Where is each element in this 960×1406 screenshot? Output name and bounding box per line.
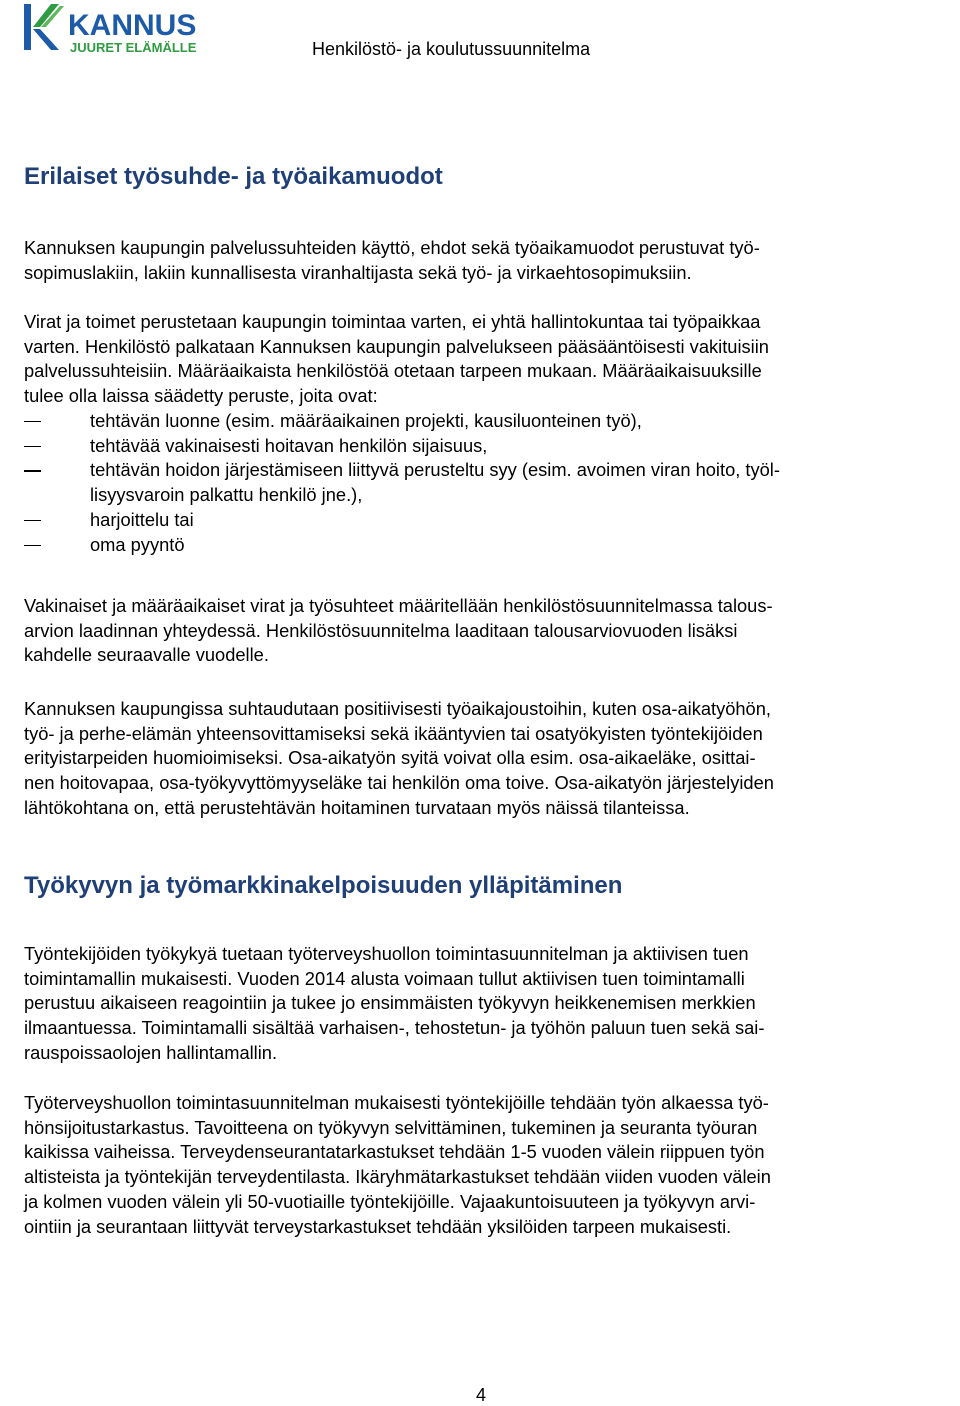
list-item [24,508,936,533]
kannus-logo-mark [24,2,202,56]
text-line: kahdelle seuraavalle vuodelle. [24,644,269,666]
text-line: työ- ja perhe-elämän yhteensovittamiseksi sekä ikääntyvien tai osatyökyisten työntekijöiden [24,722,763,744]
text-line: oma pyyntö [90,533,185,555]
text-line: Kannuksen kaupungissa suhtaudutaan positiivisesti työaikajoustoihin, kuten osa-aikatyöhön, [24,698,771,719]
paragraph-staffing-plan [24,594,936,668]
kannus-logo [24,2,202,56]
text-line: tehtävän luonne (esim. määräaikainen projekti, kausiluonteinen työ), [90,410,642,431]
text-line: tehtävän hoidon järjestämiseen liittyvä perusteltu syy (esim. avoimen viran hoito, työl- [90,459,780,481]
text-line: nen hoitovapaa, osa-työkyvyttömyyseläke tai henkilön oma toive. Osa-aikatyön järjestelyiden [24,772,774,794]
text-line: varten. Henkilöstö palkataan Kannuksen kaupungin palvelukseen pääsääntöisesti vakituisiin [24,335,769,357]
dash-bullet [24,470,41,471]
dash-bullet [24,446,41,447]
text-line: lisyysvaroin palkattu henkilö jne.), [90,484,363,506]
text-line: rauspoissaolojen hallintamallin. [24,1041,278,1063]
text-line: Työntekijöiden työkykyä tuetaan työterveyshuollon toimintasuunnitelman ja aktiivisen tuen [24,943,749,964]
text-line: sopimuslakiin, lakiin kunnallisesta viranhaltijasta sekä työ- ja virkaehtosopimuksiin. [24,261,692,283]
paragraph-active-support [24,942,936,1066]
paragraph-legal-basis [24,236,936,285]
text-line: hönsijoitustarkastus. Tavoitteena on työkyvyn selvittäminen, tukeminen ja seuranta työuran [24,1116,758,1138]
text-line: arvion laadinnan yhteydessä. Henkilöstösuunnitelma laaditaan talousarviovuoden lisäksi [24,619,738,641]
text-line: palvelussuhteisiin. Määräaikaista henkilöstöä otetaan tarpeen mukaan. Määräaikaisuuksille [24,360,762,382]
text-line: Työterveyshuollon toimintasuunnitelman mukaisesti työntekijöille tehdään työn alkaessa työ- [24,1092,769,1113]
section-heading-work-ability: Työkyvyn ja työmarkkinakelpoisuuden ylläpitäminen [24,872,623,899]
logo-sub-text: JUURET ELÄMÄLLE [70,40,197,55]
page-number: 4 [476,1385,487,1405]
list-item [24,409,936,434]
list-item [24,458,936,507]
paragraph-occupational-health [24,1091,936,1239]
dash-bullet [24,421,41,422]
logo-main-text: KANNUS [68,9,197,42]
text-line: ja kolmen vuoden välein yli 50-vuotiaille työntekijöille. Vajaakuntoisuuteen ja työkyvyn arvi- [24,1190,756,1212]
dash-bullet [24,520,41,521]
text-line: tehtävää vakinaisesti hoitavan henkilön sijaisuus, [90,434,488,456]
text-line: Kannuksen kaupungin palvelussuhteiden käyttö, ehdot sekä työaikamuodot perustuvat työ- [24,237,760,258]
text-line: lähtökohtana on, että perustehtävän hoitaminen turvataan myös näissä tilanteissa. [24,796,690,818]
text-line: kaikissa vaiheissa. Terveydenseurantatarkastukset tehdään 1-5 vuoden välein riippuen työn [24,1141,765,1163]
text-line: ointiin ja seurantaan liittyvät terveystarkastukset tehdään yksilöiden tarpeen mukaisesti. [24,1215,732,1237]
text-line: erityistarpeiden huomioimiseksi. Osa-aikatyön syitä voivat olla esim. osa-aikaeläke, osittai- [24,747,756,769]
list-item [24,434,936,459]
text-line: harjoittelu tai [90,508,194,530]
text-line: altisteista ja työntekijän terveydentilasta. Ikäryhmätarkastukset tehdään viiden vuoden välein [24,1166,771,1188]
paragraph-part-time [24,697,936,821]
document-header-title: Henkilöstö- ja koulutussuunnitelma [312,39,591,59]
text-line: toimintamallin mukaisesti. Vuoden 2014 alusta voimaan tullut aktiivisen tuen toimintamalli [24,967,745,989]
text-line: Virat ja toimet perustetaan kaupungin toimintaa varten, ei yhtä hallintokuntaa tai työpaikkaa [24,311,761,332]
text-line: Vakinaiset ja määräaikaiset virat ja työsuhteet määritellään henkilöstösuunnitelmassa talous- [24,595,773,616]
text-line: tulee olla laissa säädetty peruste, joita ovat: [24,385,378,407]
dash-bullet [24,545,41,546]
fixed-term-reasons-list [24,409,936,557]
section-heading-employment-types: Erilaiset työsuhde- ja työaikamuodot [24,163,443,190]
text-line: ilmaantuessa. Toimintamalli sisältää varhaisen-, tehostetun- ja työhön paluun tuen sekä sai- [24,1017,765,1039]
paragraph-positions [24,310,936,409]
text-line: perustuu aikaiseen reagointiin ja tukee jo ensimmäisten työkyvyn heikkenemisen merkkien [24,992,756,1014]
list-item [24,533,936,558]
